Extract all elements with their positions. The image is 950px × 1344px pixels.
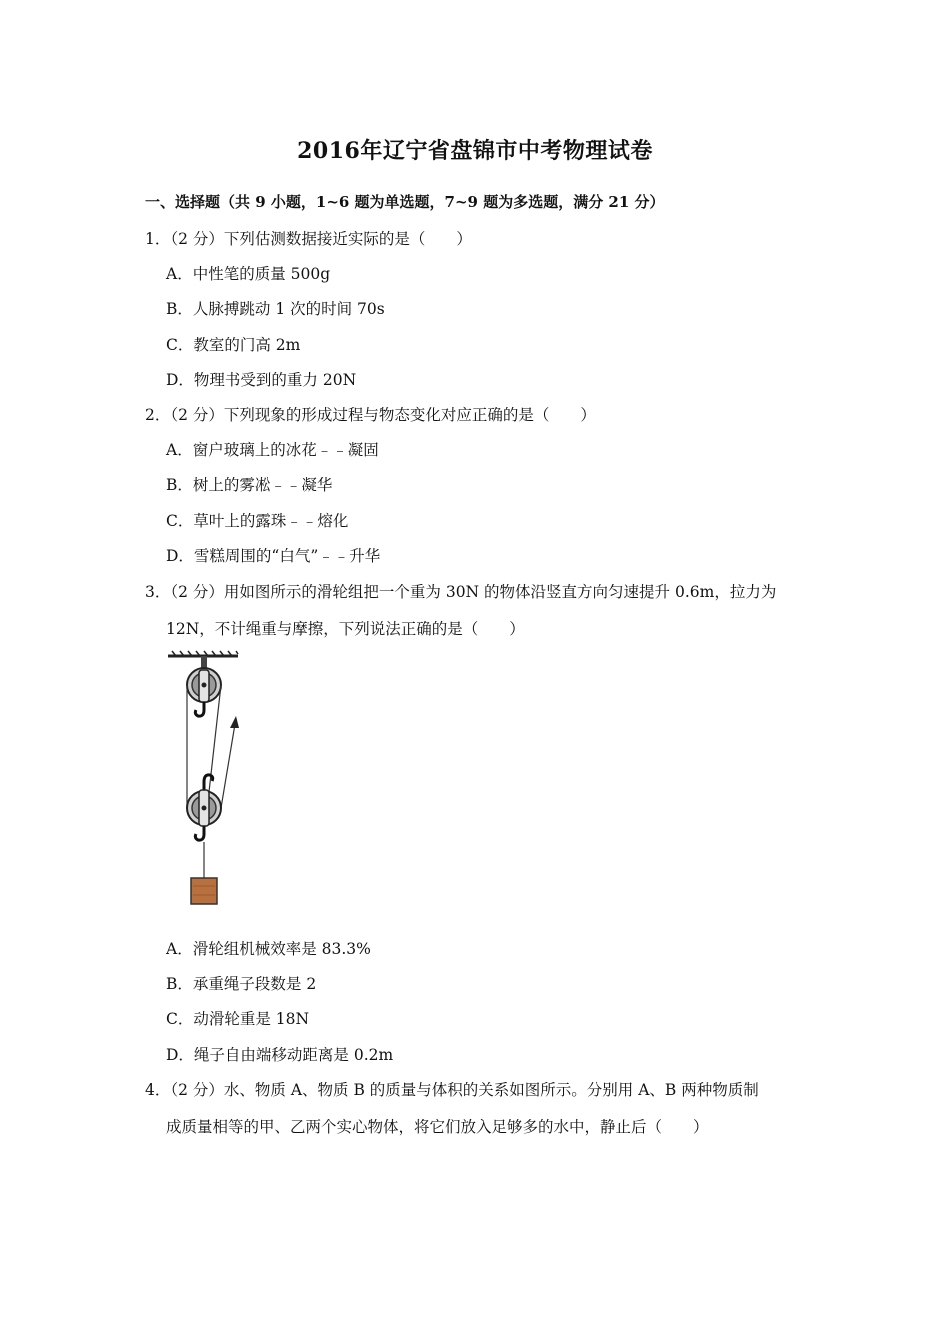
q3-option-b: B．承重绳子段数是 2 — [166, 975, 317, 993]
rope-segments — [187, 685, 235, 808]
q1-option-c: C．教室的门高 2m — [166, 336, 301, 354]
exam-title: 2016年辽宁省盘锦市中考物理试卷 — [297, 138, 653, 164]
question-3-stem-line2: 12N，不计绳重与摩擦，下列说法正确的是（ ） — [166, 620, 525, 638]
question-3-stem-line1: 3．（2 分）用如图所示的滑轮组把一个重为 30N 的物体沿竖直方向匀速提升 0.6m，拉力为 — [145, 583, 777, 601]
movable-pulley — [187, 775, 221, 878]
load-block — [191, 878, 217, 904]
question-2-stem: 2．（2 分）下列现象的形成过程与物态变化对应正确的是（ ） — [145, 406, 596, 424]
question-1-stem: 1．（2 分）下列估测数据接近实际的是（ ） — [145, 230, 472, 248]
fixed-pulley — [187, 668, 221, 716]
pull-arrow — [230, 716, 239, 728]
q1-option-a: A．中性笔的质量 500g — [166, 265, 331, 283]
question-4-stem-line2: 成质量相等的甲、乙两个实心物体，将它们放入足够多的水中，静止后（ ） — [166, 1118, 709, 1136]
q2-option-d: D．雪糕周围的“白气”﹣﹣升华 — [166, 547, 381, 565]
pulley-system-figure — [164, 650, 254, 910]
section-heading: 一、选择题（共 9 小题，1~6 题为单选题，7~9 题为多选题，满分 21 分） — [145, 193, 665, 211]
q3-option-d: D．绳子自由端移动距离是 0.2m — [166, 1046, 394, 1064]
q2-option-a: A．窗户玻璃上的冰花﹣﹣凝固 — [166, 441, 379, 459]
q1-option-b: B．人脉搏跳动 1 次的时间 70s — [166, 300, 385, 318]
q2-option-c: C．草叶上的露珠﹣﹣熔化 — [166, 512, 349, 530]
q3-option-a: A．滑轮组机械效率是 83.3% — [166, 940, 371, 958]
q3-option-c: C．动滑轮重是 18N — [166, 1010, 310, 1028]
q2-option-b: B．树上的雾凇﹣﹣凝华 — [166, 476, 333, 494]
q1-option-d: D．物理书受到的重力 20N — [166, 371, 357, 389]
question-4-stem-line1: 4．（2 分）水、物质 A、物质 B 的质量与体积的关系如图所示。分别用 A、B 两种物质制 — [145, 1081, 759, 1099]
